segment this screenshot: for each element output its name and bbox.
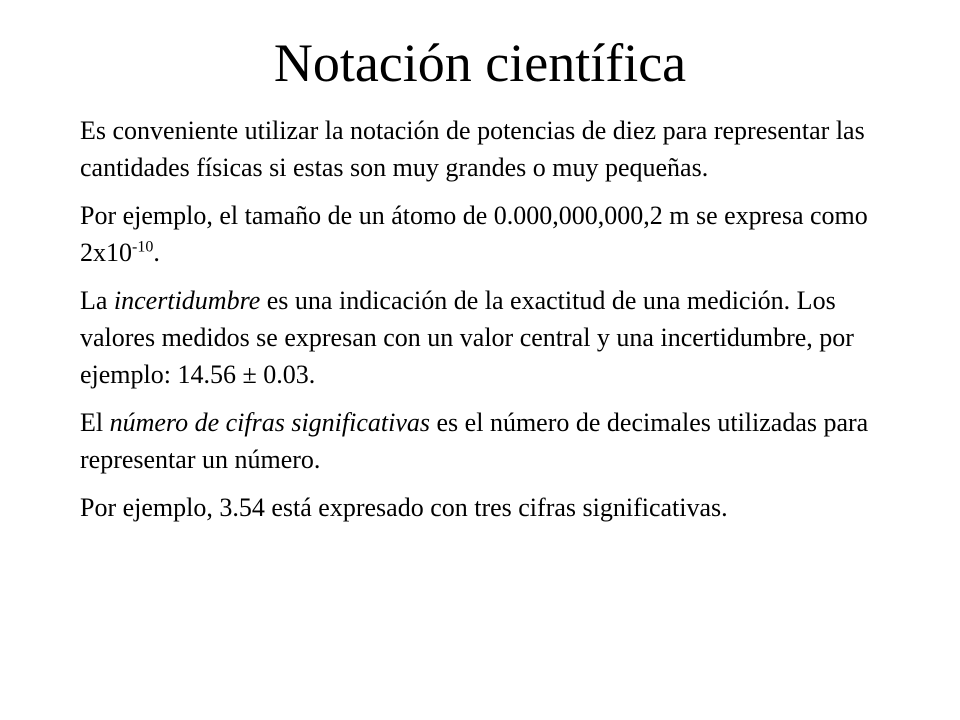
- sigfig-term: número de cifras significativas: [109, 408, 431, 437]
- slide-body: [80, 112, 910, 537]
- sigfig-text: es el número de decimales utilizadas para representar un número.: [80, 408, 869, 474]
- exponent: -10: [132, 238, 154, 256]
- paragraph-sigfig-example: Por ejemplo, 3.54 está expresado con tres cifras significativas.: [80, 493, 728, 522]
- atom-example-end: .: [153, 238, 160, 267]
- uncertainty-prefix: La: [80, 286, 114, 315]
- paragraph-significant-figures: [80, 404, 910, 478]
- paragraph-uncertainty: [80, 282, 910, 393]
- atom-example-text: Por ejemplo, el tamaño de un átomo de 0.000,000,000,2 m se expresa como 2x10: [80, 201, 868, 267]
- uncertainty-term: incertidumbre: [113, 286, 261, 315]
- sigfig-prefix: El: [80, 408, 110, 437]
- paragraph-atom-example: [80, 197, 910, 271]
- paragraph-powers-of-ten: Es conveniente utilizar la notación de potencias de diez para representar las cantidades físicas si estas son muy grandes o muy pequeñas.: [80, 116, 865, 182]
- slide-title: Notación científica: [273, 33, 687, 93]
- uncertainty-text: es una indicación de la exactitud de una medición. Los valores medidos se expresan con un valor central y una incertidumbre, por ejemplo: 14.56 ± 0.03.: [80, 286, 854, 389]
